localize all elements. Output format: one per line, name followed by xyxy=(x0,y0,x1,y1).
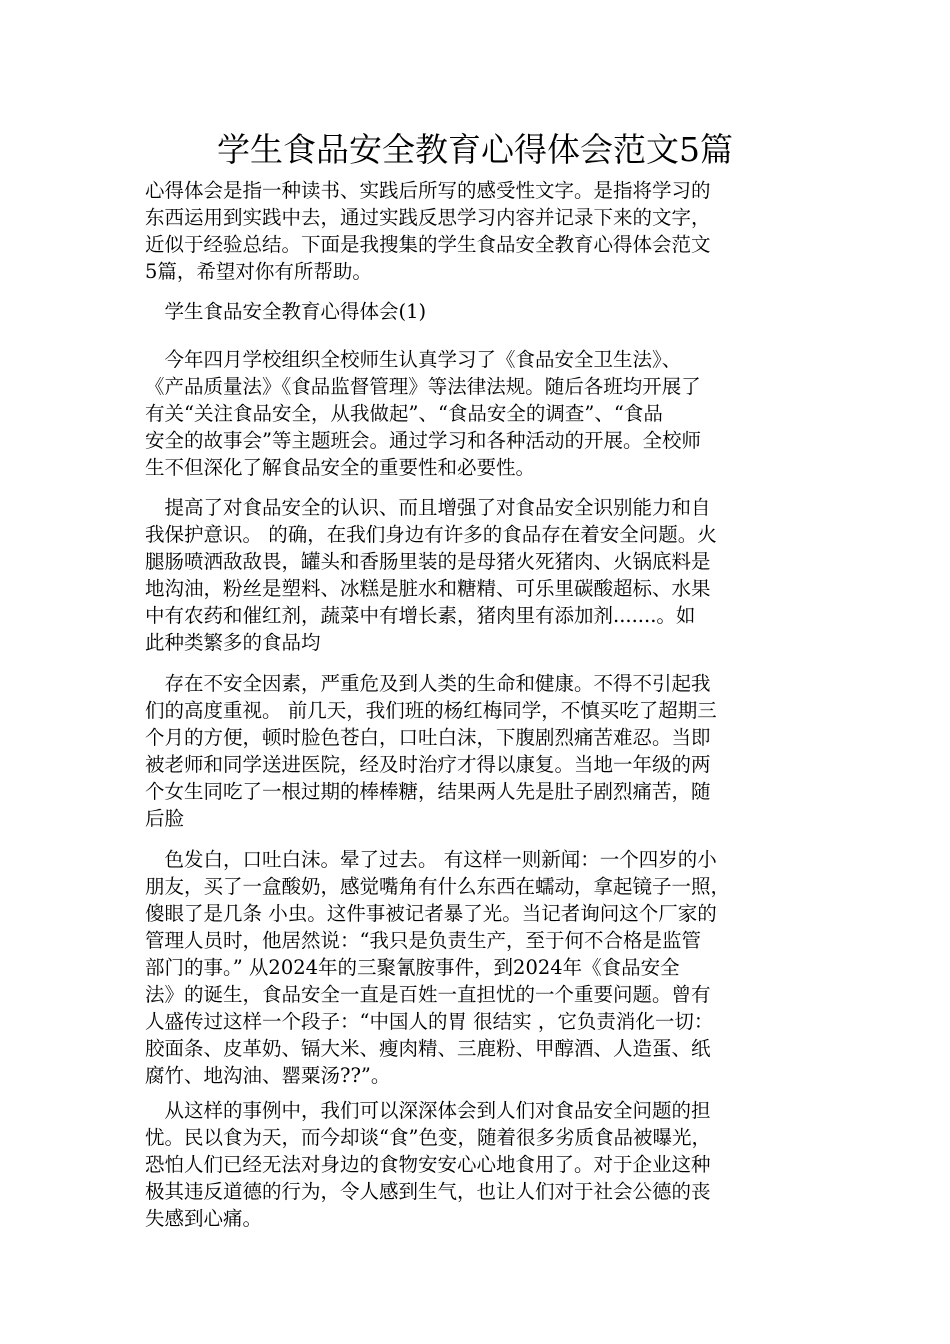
text-line: 学生食品安全教育心得体会(1) xyxy=(145,300,427,323)
text-line: 腐竹、地沟油、罂粟汤??”。 xyxy=(145,1064,391,1087)
text-line: 从这样的事例中，我们可以深深体会到人们对食品安全问题的担 xyxy=(145,1099,711,1122)
text-line: 有关“关注食品安全，从我做起”、“食品安全的调查”、“食品 xyxy=(145,402,663,425)
text-line: 近似于经验总结。下面是我搜集的学生食品安全教育心得体会范文 xyxy=(145,233,711,256)
text-line: 生不但深化了解食品安全的重要性和必要性。 xyxy=(145,456,536,479)
body-paragraph-1 xyxy=(145,346,815,481)
body-paragraph-5 xyxy=(145,1097,815,1232)
text-line: 个女生同吃了一根过期的棒棒糖，结果两人先是肚子剧烈痛苦，随 xyxy=(145,780,711,803)
body-paragraph-4 xyxy=(145,846,815,1089)
text-line: 今年四月学校组织全校师生认真学习了《食品安全卫生法》、 xyxy=(145,348,682,371)
text-line: 安全的故事会”等主题班会。通过学习和各种活动的开展。全校师 xyxy=(145,429,701,452)
text-line: 5篇，希望对你有所帮助。 xyxy=(145,260,372,283)
text-line: 个月的方便，顿时脸色苍白，口吐白沫，下腹剧烈痛苦难忍。当即 xyxy=(145,726,711,749)
text-line: 被老师和同学送进医院，经及时治疗才得以康复。当地一年级的两 xyxy=(145,753,711,776)
text-line: 傻眼了是几条 小虫。这件事被记者暴了光。当记者询问这个厂家的 xyxy=(145,902,717,925)
text-line: 提高了对食品安全的认识、而且增强了对食品安全识别能力和自 xyxy=(145,496,711,519)
text-line: 恐怕人们已经无法对身边的食物安安心心地食用了。对于企业这种 xyxy=(145,1153,711,1176)
body-paragraph-2 xyxy=(145,494,815,656)
text-line: 存在不安全因素，严重危及到人类的生命和健康。不得不引起我 xyxy=(145,672,711,695)
text-line: 胶面条、皮革奶、镉大米、瘦肉精、三鹿粉、甲醇酒、人造蛋、纸 xyxy=(145,1037,711,1060)
document-title: 学生食品安全教育心得体会范文5篇 xyxy=(217,130,733,169)
text-line: 法》的诞生，食品安全一直是百姓一直担忧的一个重要问题。曾有 xyxy=(145,983,711,1006)
text-line: 们的高度重视。 前几天，我们班的杨红梅同学，不慎买吃了超期三 xyxy=(145,699,717,722)
text-line: 极其违反道德的行为，令人感到生气，也让人们对于社会公德的丧 xyxy=(145,1180,711,1203)
text-line: 东西运用到实践中去，通过实践反思学习内容并记录下来的文字， xyxy=(145,206,711,229)
intro-paragraph xyxy=(145,177,815,285)
text-line: 人盛传过这样一个段子：“中国人的胃 很结实 ，它负责消化一切： xyxy=(145,1010,714,1033)
text-line: 管理人员时，他居然说：“我只是负责生产，至于何不合格是监管 xyxy=(145,929,701,952)
text-line: 色发白，口吐白沫。晕了过去。 有这样一则新闻：一个四岁的小 xyxy=(145,848,717,871)
text-line: 忧。民以食为天，而今却谈“食”色变，随着很多劣质食品被曝光， xyxy=(145,1126,711,1149)
text-line: 心得体会是指一种读书、实践后所写的感受性文字。是指将学习的 xyxy=(145,179,711,202)
body-paragraph-3 xyxy=(145,670,815,832)
text-line: 地沟油，粉丝是塑料、冰糕是脏水和糖精、可乐里碳酸超标、水果 xyxy=(145,577,711,600)
text-line: 中有农药和催红剂，蔬菜中有增长素，猪肉里有添加剂.......。如 xyxy=(145,604,696,627)
text-line: 后脸 xyxy=(145,807,185,830)
text-line: 此种类繁多的食品均 xyxy=(145,631,321,654)
text-line: 失感到心痛。 xyxy=(145,1207,263,1230)
text-line: 朋友，买了一盒酸奶，感觉嘴角有什么东西在蠕动，拿起镜子一照， xyxy=(145,875,731,898)
text-line: 部门的事。” 从2024年的三聚氰胺事件，到2024年《食品安全 xyxy=(145,956,680,979)
text-line: 《产品质量法》《食品监督管理》等法律法规。随后各班均开展了 xyxy=(145,375,701,398)
section-heading xyxy=(145,298,815,325)
text-line: 腿肠喷洒敌敌畏，罐头和香肠里装的是母猪火死猪肉、火锅底料是 xyxy=(145,550,711,573)
text-line: 我保护意识。 的确，在我们身边有许多的食品存在着安全问题。火 xyxy=(145,523,717,546)
